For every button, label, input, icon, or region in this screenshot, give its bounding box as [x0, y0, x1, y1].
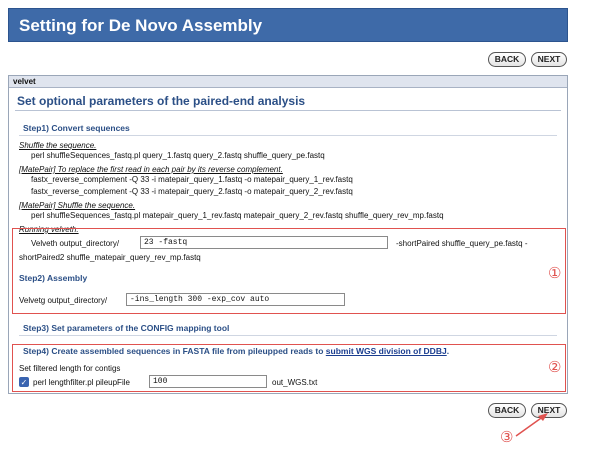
back-button-bottom[interactable]: BACK: [488, 403, 526, 418]
velveth-options-input[interactable]: 23 -fastq: [140, 236, 388, 249]
matepair-command-2: fastx_reverse_complement -Q 33 -i matepair_query_2.fastq -o matepair_query_2_rev.fastq: [31, 187, 353, 196]
shuffle-command: perl shuffleSequences_fastq.pl query_1.fastq query_2.fastq shuffle_query_pe.fastq: [31, 151, 325, 160]
filter-length-checkbox[interactable]: ✓: [20, 378, 28, 387]
velvetg-options-input[interactable]: -ins_length 300 -exp_cov auto: [126, 293, 345, 306]
step1-title: Step1) Convert sequences: [23, 123, 130, 133]
filter-length-label: Set filtered length for contigs: [19, 364, 121, 373]
matepair-shuffle-command: perl shuffleSequences_fastq.pl matepair_query_1_rev.fastq matepair_query_2_rev.fastq shuffle_query_rev_mp.fastq: [31, 211, 444, 220]
annotation-marker-3: ③: [500, 429, 514, 446]
velveth-prefix: Velveth output_directory/: [31, 239, 120, 248]
next-button-bottom[interactable]: NEXT: [531, 403, 567, 418]
filter-suffix: out_WGS.txt: [272, 378, 318, 387]
step3-title: Step3) Set parameters of the CONFIG mapping tool: [23, 323, 230, 333]
velveth-line2: shortPaired2 shuffle_matepair_query_rev_mp.fastq: [19, 253, 201, 262]
shuffle-label: Shuffle the sequence.: [19, 141, 97, 150]
filter-length-input[interactable]: 100: [149, 375, 267, 388]
velveth-suffix: -shortPaired shuffle_query_pe.fastq -: [396, 239, 528, 248]
page-title: Setting for De Novo Assembly: [19, 16, 263, 35]
velvetg-prefix: Velvetg output_directory/: [19, 296, 108, 305]
matepair-shuffle-label: [MatePair] Shuffle the sequence.: [19, 201, 136, 210]
next-button-top[interactable]: NEXT: [531, 52, 567, 67]
panel-tab-velvet: velvet: [9, 76, 567, 88]
matepair-replace-label: [MatePair] To replace the first read in each pair by its reverse complement.: [19, 165, 283, 174]
step4-title-text: Step4) Create assembled sequences in FASTA file from pileupped reads to: [23, 346, 324, 356]
step2-title: Step2) Assembly: [19, 273, 88, 283]
annotation-marker-2: ②: [548, 359, 562, 376]
submit-wgs-link[interactable]: submit WGS division of DDBJ: [325, 346, 447, 356]
step4-title-end: .: [446, 346, 450, 356]
annotation-marker-1: ①: [548, 265, 562, 282]
filter-prefix: perl lengthfilter.pl pileupFile: [33, 378, 130, 387]
running-velveth-label: Running velveth.: [19, 225, 79, 234]
matepair-command-1: fastx_reverse_complement -Q 33 -i matepair_query_1.fastq -o matepair_query_1_rev.fastq: [31, 175, 353, 184]
back-button-top[interactable]: BACK: [488, 52, 526, 67]
panel-heading: Set optional parameters of the paired-end analysis: [17, 94, 306, 108]
